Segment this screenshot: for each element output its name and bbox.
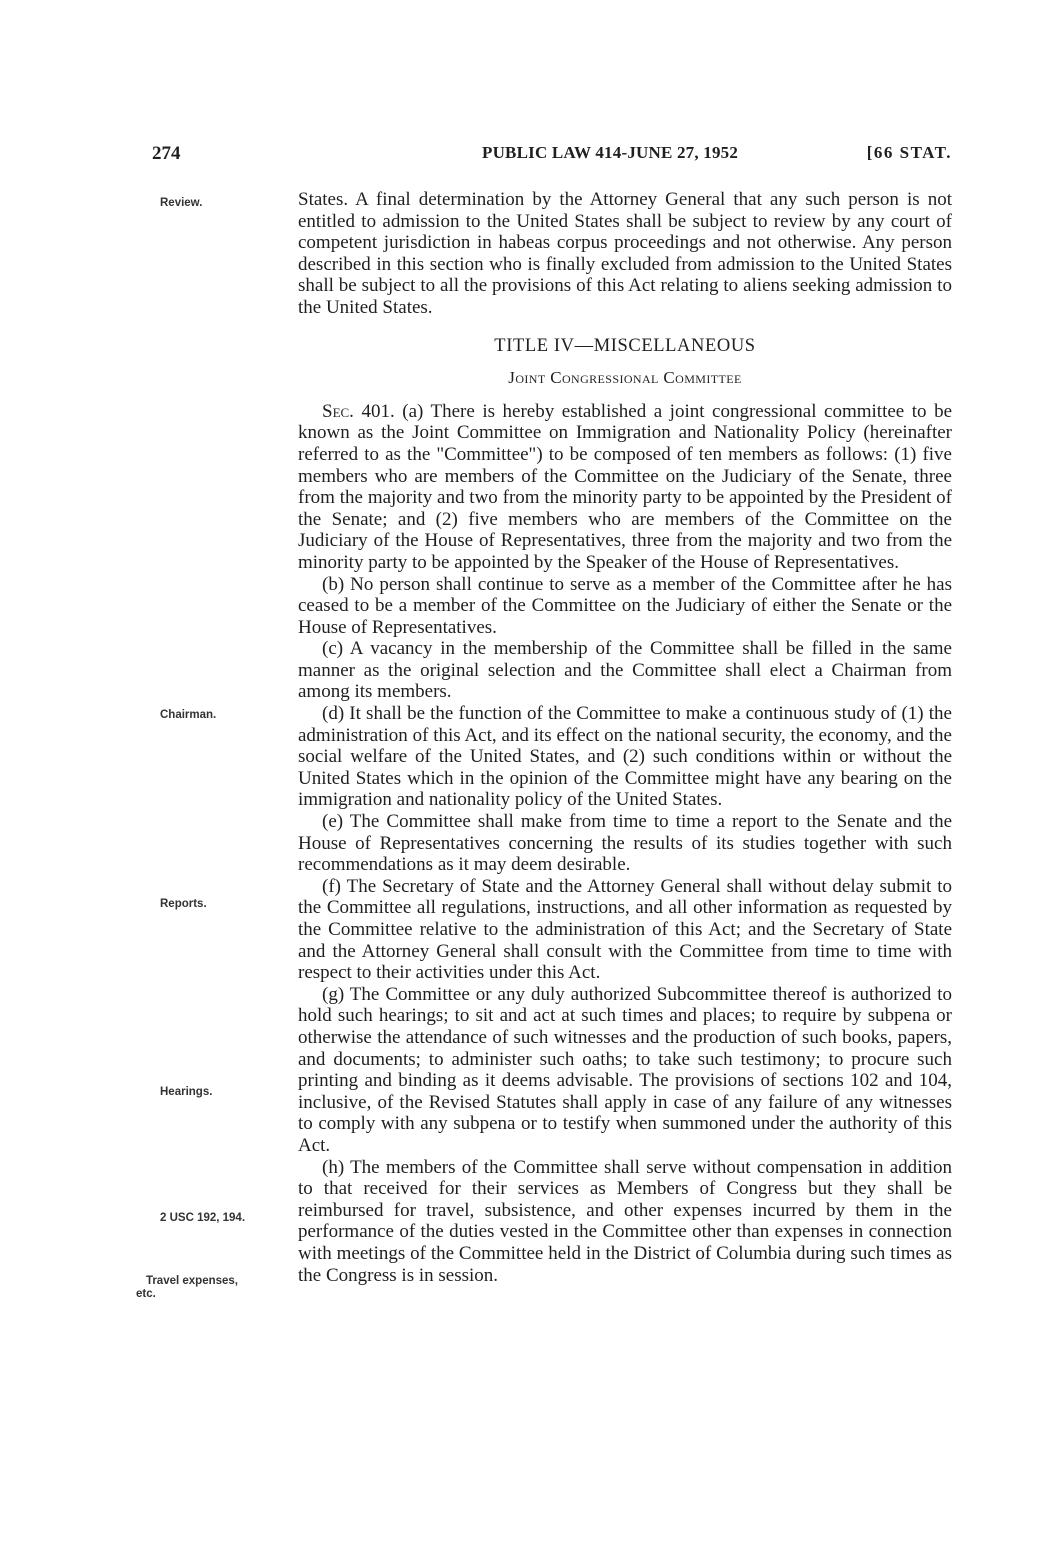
paragraph-h: (h) The members of the Committee shall serve without compensation in addition to that received for their services as Members of Congress but they shall be reimbursed for travel, subsistence, and other expenses incurred by them in the performance of the duties vested in the Committee other than expenses in connection with meetings of the Committee held in the District of Columbia during such times as the Congress is in session. bbox=[298, 1156, 952, 1286]
paragraph-a bbox=[298, 401, 952, 574]
section-label: Sec. bbox=[322, 400, 354, 422]
page-header bbox=[152, 143, 952, 169]
margin-note-review: Review. bbox=[160, 197, 203, 209]
paragraph-a-text: 401. (a) There is hereby established a joint congressional committee to be known as the Joint Committee on Immigration and Nationality Policy (hereinafter referred to as the "Committee") to be composed of ten members as follows: (1) five members who are members of the Committee on the Judiciary of the Senate, three from the majority and two from the minority party to be appointed by the President of the Senate; and (2) five members who are members of the Committee on the Judiciary of the House of Representatives, three from the majority and two from the minority party to be appointed by the Speaker of the House of Representatives. bbox=[298, 400, 952, 573]
opening-paragraph: States. A final determination by the Attorney General that any such person is not entitled to admission to the United States shall be subject to review by any court of competent jurisdiction in habeas corpus proceedings and not otherwise. Any person described in this section who is finally excluded from admission to the United States shall be subject to all the provisions of this Act relating to aliens seeking admission to the United States. bbox=[298, 189, 952, 318]
margin-note-reports: Reports. bbox=[160, 898, 207, 910]
page-number: 274 bbox=[152, 143, 181, 164]
margin-note-hearings: Hearings. bbox=[160, 1086, 213, 1098]
title-heading: TITLE IV—MISCELLANEOUS bbox=[494, 335, 756, 356]
margin-note-travel bbox=[118, 1275, 238, 1288]
paragraph-b: (b) No person shall continue to serve as a member of the Committee after he has ceased to be a member of the Committee on the Judiciary of either the Senate or the House of Representatives. bbox=[298, 573, 952, 638]
paragraph-g: (g) The Committee or any duly authorized Subcommittee thereof is authorized to hold such hearings; to sit and act at such times and places; to require by subpena or otherwise the attendance of such witnesses and the production of such books, papers, and documents; to administer such oaths; to take such testimony; to procure such printing and binding as it deems advisable. The provisions of sections 102 and 104, inclusive, of the Revised Statutes shall apply in case of any failure of any witnesses to comply with any subpena or to testify when summoned under the authority of this Act. bbox=[298, 983, 952, 1156]
margin-note-travel-etc: etc. bbox=[136, 1288, 156, 1300]
statute-reference: [66 STAT. bbox=[866, 143, 952, 162]
running-title: PUBLIC LAW 414-JUNE 27, 1952 bbox=[482, 143, 739, 162]
paragraph-d: (d) It shall be the function of the Committee to make a continuous study of (1) the administration of this Act, and its effect on the national security, the economy, and the social welfare of the United States, and (2) such conditions within or without the United States which in the opinion of the Committee might have any bearing on the immigration and nationality policy of the United States. bbox=[298, 703, 952, 811]
paragraph-e: (e) The Committee shall make from time to time a report to the Senate and the House of Representatives concerning the results of its studies together with such recommendations as it may deem desirable. bbox=[298, 811, 952, 876]
margin-note-usc: 2 USC 192, 194. bbox=[160, 1212, 246, 1224]
paragraph-c: (c) A vacancy in the membership of the Committee shall be filled in the same manner as the original selection and the Committee shall elect a Chairman from among its members. bbox=[298, 638, 952, 703]
body-text bbox=[298, 189, 952, 1286]
paragraph-f: (f) The Secretary of State and the Attorney General shall without delay submit to the Committee all regulations, instructions, and all other information as requested by the Committee relative to the administration of this Act; and the Secretary of State and the Attorney General shall consult with the Committee from time to time with respect to their activities under this Act. bbox=[298, 875, 952, 984]
margin-note-chairman: Chairman. bbox=[160, 709, 217, 721]
section-subheading: Joint Congressional Committee bbox=[508, 368, 742, 388]
margin-note-travel-line1: Travel expenses, bbox=[145, 1275, 238, 1287]
